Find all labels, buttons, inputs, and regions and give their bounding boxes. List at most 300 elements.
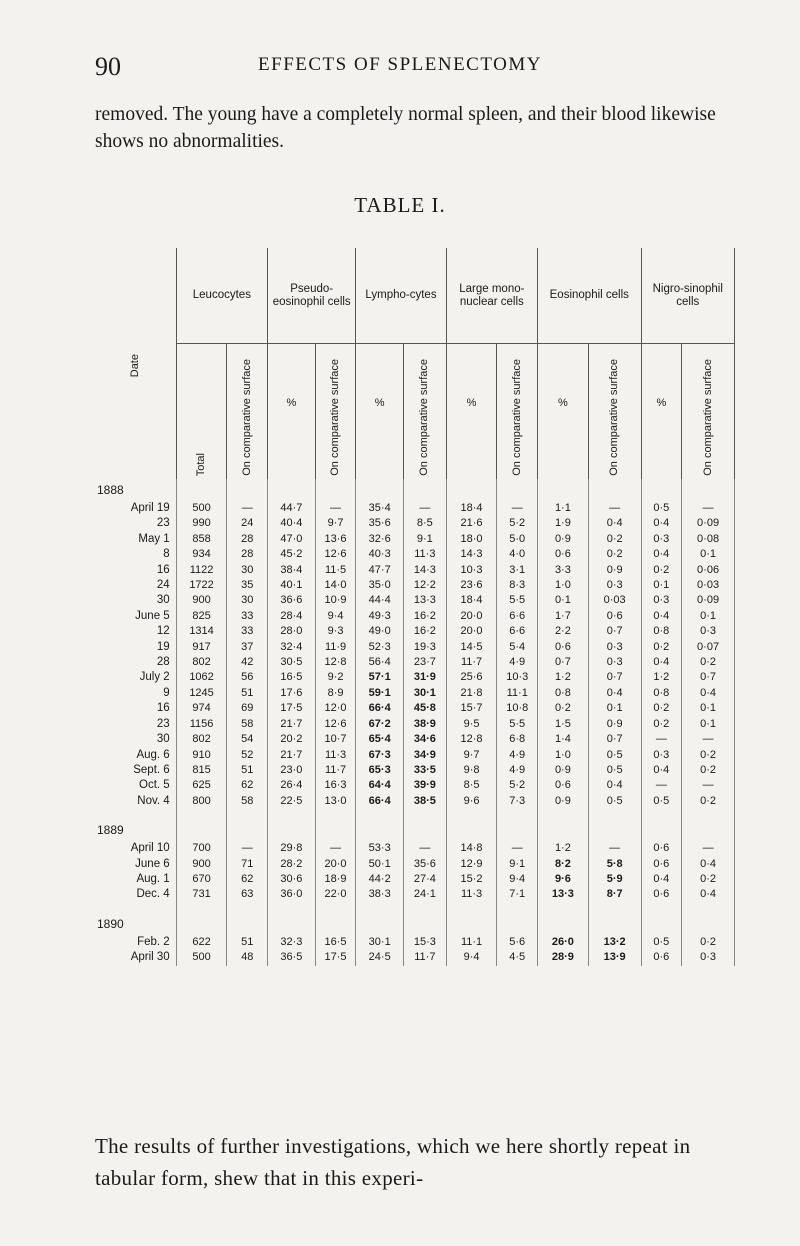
table-cell: 0·4 [588,686,641,701]
table-cell: 13·2 [588,935,641,950]
table-cell: 33 [227,609,268,624]
table-cell: 5·2 [497,778,538,793]
table-cell: 731 [176,887,227,902]
table-cell: 12·6 [315,717,356,732]
table-cell: 36·0 [268,887,316,902]
table-cell: 23·7 [404,655,447,670]
table-cell: 990 [176,516,227,531]
table-cell: 40·1 [268,578,316,593]
table-cell: 27·4 [404,872,447,887]
row-date: 12 [95,624,176,639]
table-cell: 39·9 [404,778,447,793]
table-cell: 34·9 [404,748,447,763]
table-cell: 9·7 [446,748,497,763]
table-cell: 44·2 [356,872,404,887]
date-column-header [95,248,176,479]
empty-cell [538,903,589,935]
table-cell: 45·8 [404,701,447,716]
table-cell: 35 [227,578,268,593]
row-date: Sept. 6 [95,763,176,778]
table-cell: 67·2 [356,717,404,732]
table-cell: 30·6 [268,872,316,887]
table-cell: 9·1 [497,857,538,872]
empty-cell [588,903,641,935]
table-cell: 9·4 [497,872,538,887]
subheader-percent: % [538,344,589,480]
table-row [95,701,735,716]
table-cell: — [641,778,682,793]
table-cell: 0·09 [682,593,735,608]
subheader-comparative: On comparative surface [227,344,268,480]
subheader-comparative: On comparative surface [588,344,641,480]
table-cell: 0·03 [588,593,641,608]
row-date: Dec. 4 [95,887,176,902]
empty-cell [641,479,682,501]
table-cell: 10·8 [497,701,538,716]
table-cell: 29·8 [268,841,316,856]
empty-cell [268,809,316,841]
table-cell: 35·4 [356,501,404,516]
table-cell: 0·7 [682,670,735,685]
table-cell: 1·4 [538,732,589,747]
table-row [95,748,735,763]
table-cell: 11·7 [315,763,356,778]
empty-cell [538,479,589,501]
table-cell: 0·2 [538,701,589,716]
table-cell: 30·5 [268,655,316,670]
table-cell: 38·5 [404,794,447,809]
empty-cell [356,479,404,501]
table-cell: 5·5 [497,593,538,608]
table-cell: — [682,501,735,516]
table-cell: 16·2 [404,609,447,624]
running-head: EFFECTS OF SPLENECTOMY [258,54,542,75]
empty-cell [176,809,227,841]
table-cell: 52 [227,748,268,763]
table-cell: 37 [227,640,268,655]
table-row [95,950,735,965]
table-cell: 0·6 [538,640,589,655]
table-cell: 0·9 [588,717,641,732]
table-cell: 64·4 [356,778,404,793]
table-cell: 0·2 [641,563,682,578]
table-cell: 26·4 [268,778,316,793]
empty-cell [497,479,538,501]
row-date: April 30 [95,950,176,965]
table-cell: 45·2 [268,547,316,562]
table-cell: 8·5 [446,778,497,793]
table-cell: 30·1 [404,686,447,701]
table-cell: 0·5 [588,763,641,778]
table-cell: 0·3 [682,624,735,639]
subheader-total: Total [176,344,227,480]
table-cell: 0·7 [588,624,641,639]
table-cell: 52·3 [356,640,404,655]
row-date: April 19 [95,501,176,516]
group-header-leucocytes: Leucocytes [176,248,267,344]
empty-cell [404,479,447,501]
table-cell: 0·6 [641,887,682,902]
row-date: Nov. 4 [95,794,176,809]
table-cell: 18·0 [446,532,497,547]
empty-cell [682,903,735,935]
table-cell: 15·2 [446,872,497,887]
table-cell: 33·5 [404,763,447,778]
subheader-comparative: On comparative surface [315,344,356,480]
table-cell: 0·7 [588,732,641,747]
table-cell: 31·9 [404,670,447,685]
table-cell: 9·4 [446,950,497,965]
table-cell: 8·7 [588,887,641,902]
table-cell: — [404,841,447,856]
table-cell: — [497,501,538,516]
table-cell: 19·3 [404,640,447,655]
table-cell: 47·7 [356,563,404,578]
table-cell: — [227,501,268,516]
row-date: May 1 [95,532,176,547]
row-date: 16 [95,701,176,716]
table-cell: 0·6 [538,778,589,793]
table-cell: 9·7 [315,516,356,531]
table-cell: 9·5 [446,717,497,732]
table-cell: 6·6 [497,609,538,624]
table-cell: 0·4 [682,686,735,701]
table-cell: 0·2 [682,794,735,809]
table-cell: 36·5 [268,950,316,965]
subheader-percent: % [446,344,497,480]
table-cell: 17·6 [268,686,316,701]
table-cell: 815 [176,763,227,778]
table-cell: 9·4 [315,609,356,624]
table-cell: 0·2 [641,717,682,732]
row-date: June 5 [95,609,176,624]
table-cell: 0·5 [588,794,641,809]
table-cell: 2·2 [538,624,589,639]
table-cell: 500 [176,501,227,516]
data-table [95,248,735,966]
table-cell: 24 [227,516,268,531]
empty-cell [356,903,404,935]
table-cell: 0·5 [641,794,682,809]
table-cell: 1·1 [538,501,589,516]
table-cell: 38·9 [404,717,447,732]
table-row [95,670,735,685]
table-cell: 0·06 [682,563,735,578]
empty-cell [227,903,268,935]
table-row [95,640,735,655]
table-cell: 4·5 [497,950,538,965]
subheader-percent: % [356,344,404,480]
table-cell: 0·1 [641,578,682,593]
table-cell: 825 [176,609,227,624]
row-date: 16 [95,563,176,578]
row-date: 30 [95,732,176,747]
table-cell: 53·3 [356,841,404,856]
table-cell: 12·8 [315,655,356,670]
table-cell: 1314 [176,624,227,639]
row-date: 23 [95,717,176,732]
table-cell: 14·5 [446,640,497,655]
table-cell: 900 [176,857,227,872]
empty-cell [176,479,227,501]
table-cell: 13·3 [538,887,589,902]
table-cell: 13·9 [588,950,641,965]
table-cell: 1·0 [538,748,589,763]
table-cell: 20·2 [268,732,316,747]
table-cell: 11·3 [446,887,497,902]
table-cell: — [682,841,735,856]
table-cell: 33 [227,624,268,639]
table-cell: 18·4 [446,501,497,516]
empty-cell [497,809,538,841]
table-cell: 23·0 [268,763,316,778]
table-cell: 0·6 [588,609,641,624]
table-row [95,872,735,887]
table-cell: 802 [176,732,227,747]
row-date: June 6 [95,857,176,872]
table-row [95,609,735,624]
table-cell: 30·1 [356,935,404,950]
table-row [95,763,735,778]
table-cell: 62 [227,872,268,887]
table-cell: 700 [176,841,227,856]
table-cell: 21·7 [268,717,316,732]
table-cell: 65·3 [356,763,404,778]
table-cell: 16·5 [268,670,316,685]
table-cell: 20·0 [315,857,356,872]
table-cell: 0·1 [682,717,735,732]
table-cell: 0·6 [538,547,589,562]
data-table-container [95,248,735,966]
table-cell: 9·2 [315,670,356,685]
table-cell: 5·4 [497,640,538,655]
table-cell: 36·6 [268,593,316,608]
table-cell: 10·7 [315,732,356,747]
table-cell: 1·2 [641,670,682,685]
table-cell: 49·3 [356,609,404,624]
table-cell: 50·1 [356,857,404,872]
table-cell: 858 [176,532,227,547]
table-cell: 11·1 [497,686,538,701]
row-date: Oct. 5 [95,778,176,793]
table-cell: 9·8 [446,763,497,778]
table-cell: 0·5 [641,501,682,516]
table-cell: 917 [176,640,227,655]
table-cell: 0·5 [641,935,682,950]
table-cell: 3·1 [497,563,538,578]
table-cell: 9·1 [404,532,447,547]
table-row [95,857,735,872]
table-cell: 0·3 [641,532,682,547]
table-cell: 21·6 [446,516,497,531]
table-cell: 0·09 [682,516,735,531]
table-row [95,655,735,670]
row-date: Aug. 6 [95,748,176,763]
table-cell: 0·2 [588,532,641,547]
table-cell: 0·2 [682,872,735,887]
table-cell: 35·6 [404,857,447,872]
table-cell: 44·4 [356,593,404,608]
table-cell: 62 [227,778,268,793]
table-cell: — [497,841,538,856]
empty-cell [315,809,356,841]
subheader-percent: % [641,344,682,480]
empty-cell [682,809,735,841]
table-cell: 1·7 [538,609,589,624]
table-cell: 0·8 [641,624,682,639]
table-cell: 28·9 [538,950,589,965]
table-cell: 20·0 [446,624,497,639]
table-cell: 28·2 [268,857,316,872]
table-cell: 5·2 [497,516,538,531]
empty-cell [588,479,641,501]
table-cell: 0·1 [682,609,735,624]
table-cell: 0·4 [641,872,682,887]
table-cell: 0·7 [588,670,641,685]
table-cell: 71 [227,857,268,872]
table-cell: 0·3 [641,593,682,608]
table-cell: 28 [227,532,268,547]
table-cell: 0·8 [641,686,682,701]
subheader-percent: % [268,344,316,480]
table-cell: 28·0 [268,624,316,639]
table-cell: 6·6 [497,624,538,639]
empty-cell [227,479,268,501]
table-cell: 58 [227,794,268,809]
table-row [95,778,735,793]
empty-cell [588,809,641,841]
table-row [95,578,735,593]
table-cell: 0·5 [588,748,641,763]
table-cell: 0·3 [588,640,641,655]
table-row [95,732,735,747]
table-cell: 66·4 [356,701,404,716]
table-row [95,794,735,809]
table-cell: 59·1 [356,686,404,701]
paragraph-bottom: The results of further investigations, which we here shortly repeat in tabular form, shew that in this experi- [95,1134,691,1190]
table-cell: 800 [176,794,227,809]
table-cell: 0·4 [682,887,735,902]
table-cell: 35·6 [356,516,404,531]
table-cell: 0·9 [538,794,589,809]
year-label: 1889 [95,809,176,841]
table-cell: 0·2 [641,640,682,655]
table-cell: 0·2 [682,935,735,950]
table-cell: 9·6 [538,872,589,887]
table-cell: 14·3 [404,563,447,578]
empty-cell [404,903,447,935]
table-cell: 17·5 [268,701,316,716]
row-date: 8 [95,547,176,562]
table-row [95,501,735,516]
table-cell: 0·6 [641,857,682,872]
table-cell: 21·8 [446,686,497,701]
table-cell: — [588,841,641,856]
table-cell: 57·1 [356,670,404,685]
year-row [95,903,735,935]
table-cell: 22·0 [315,887,356,902]
table-cell: 0·9 [538,532,589,547]
table-cell: 3·3 [538,563,589,578]
table-cell: 24·1 [404,887,447,902]
table-cell: 14·0 [315,578,356,593]
table-cell: 10·3 [497,670,538,685]
table-row [95,532,735,547]
empty-cell [682,479,735,501]
table-cell: 11·3 [315,748,356,763]
row-date: 24 [95,578,176,593]
table-cell: 40·3 [356,547,404,562]
table-cell: 6·8 [497,732,538,747]
row-date: 23 [95,516,176,531]
table-cell: 1·2 [538,841,589,856]
table-cell: 22·5 [268,794,316,809]
table-cell: 67·3 [356,748,404,763]
table-cell: 0·4 [641,609,682,624]
empty-cell [446,903,497,935]
table-cell: 65·4 [356,732,404,747]
table-cell: 8·5 [404,516,447,531]
table-cell: 42 [227,655,268,670]
table-cell: 802 [176,655,227,670]
table-cell: 63 [227,887,268,902]
empty-cell [315,479,356,501]
table-cell: 10·3 [446,563,497,578]
table-cell: 0·03 [682,578,735,593]
table-cell: 974 [176,701,227,716]
table-cell: 69 [227,701,268,716]
table-cell: 18·4 [446,593,497,608]
table-row [95,887,735,902]
table-row [95,935,735,950]
table-cell: 11·1 [446,935,497,950]
table-cell: 0·2 [682,655,735,670]
empty-cell [315,903,356,935]
table-cell: 0·4 [641,547,682,562]
table-cell: 0·07 [682,640,735,655]
table-cell: 14·3 [446,547,497,562]
table-row [95,547,735,562]
table-cell: 16·2 [404,624,447,639]
table-cell: 28 [227,547,268,562]
table-cell: 0·2 [641,701,682,716]
table-cell: 0·3 [641,748,682,763]
row-date: July 2 [95,670,176,685]
table-cell: 0·2 [588,547,641,562]
table-cell: 40·4 [268,516,316,531]
table-cell: 51 [227,686,268,701]
table-cell: 11·9 [315,640,356,655]
table-cell: 11·5 [315,563,356,578]
table-cell: 5·9 [588,872,641,887]
table-cell: 26·0 [538,935,589,950]
table-cell: 54 [227,732,268,747]
table-cell: 0·4 [641,763,682,778]
table-cell: 30 [227,593,268,608]
empty-cell [404,809,447,841]
table-cell: 44·7 [268,501,316,516]
table-cell: 8·3 [497,578,538,593]
empty-cell [356,809,404,841]
row-date: 30 [95,593,176,608]
table-cell: 1·9 [538,516,589,531]
group-header-nigrosinophil: Nigro-sinophil cells [641,248,734,344]
table-cell: 23·6 [446,578,497,593]
table-cell: 4·0 [497,547,538,562]
table-cell: 14·8 [446,841,497,856]
table-cell: 0·1 [682,701,735,716]
table-cell: 5·6 [497,935,538,950]
